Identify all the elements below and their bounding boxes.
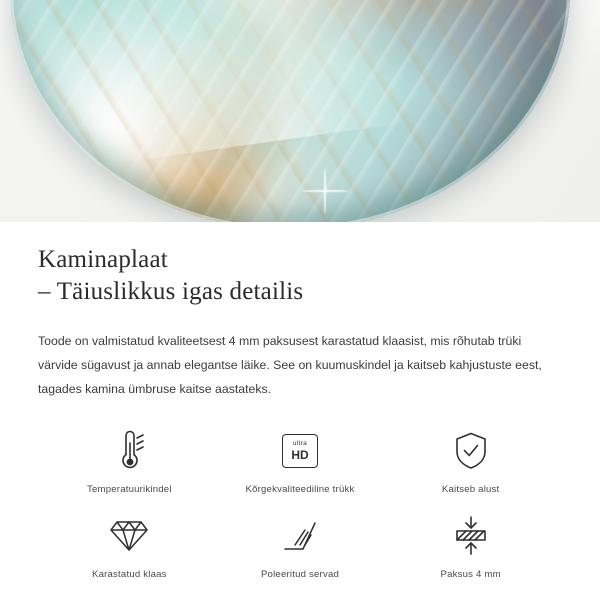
diamond-icon <box>109 513 149 559</box>
feature-label: Temperatuurikindel <box>87 483 172 495</box>
feature-high-quality-print <box>215 428 386 495</box>
ultra-hd-icon <box>282 428 318 474</box>
feature-label: Paksus 4 mm <box>440 568 501 580</box>
feature-tempered-glass <box>44 513 215 580</box>
product-description: Toode on valmistatud kvaliteetsest 4 mm paksusest karastatud klaasist, mis rõhutab trüki värvide sügavust ja annab elegantse läike. See on kuumuskindel ja kaitseb kahjustuste eest, tagades kamina ümbruse kaitse aastateks. <box>38 334 542 396</box>
shield-check-icon <box>454 428 488 474</box>
feature-temperature-resistant <box>44 428 215 495</box>
feature-label: Karastatud klaas <box>91 568 167 580</box>
page-title-line1: Kaminaplaat <box>38 246 168 273</box>
ultra-hd-badge-bottom: HD <box>291 447 309 462</box>
polished-edges-icon <box>281 513 319 559</box>
hero-image <box>0 0 600 222</box>
ultra-hd-badge-top: ultra <box>292 440 308 448</box>
thickness-arrows-icon <box>452 513 490 559</box>
feature-polished-edges <box>215 513 386 580</box>
feature-protects-surface <box>385 428 556 495</box>
page-title <box>38 244 562 308</box>
feature-thickness <box>385 513 556 580</box>
feature-grid <box>38 428 562 580</box>
fireplace-plate-image <box>10 0 570 222</box>
feature-label: Kõrgekvaliteediline trükk <box>245 483 355 495</box>
content-section <box>0 222 600 580</box>
feature-label: Poleeritud servad <box>260 568 340 580</box>
page-title-line2: – Täiuslikkus igas detailis <box>38 278 304 305</box>
thermometer-icon <box>110 428 148 474</box>
feature-label: Kaitseb alust <box>441 483 500 495</box>
